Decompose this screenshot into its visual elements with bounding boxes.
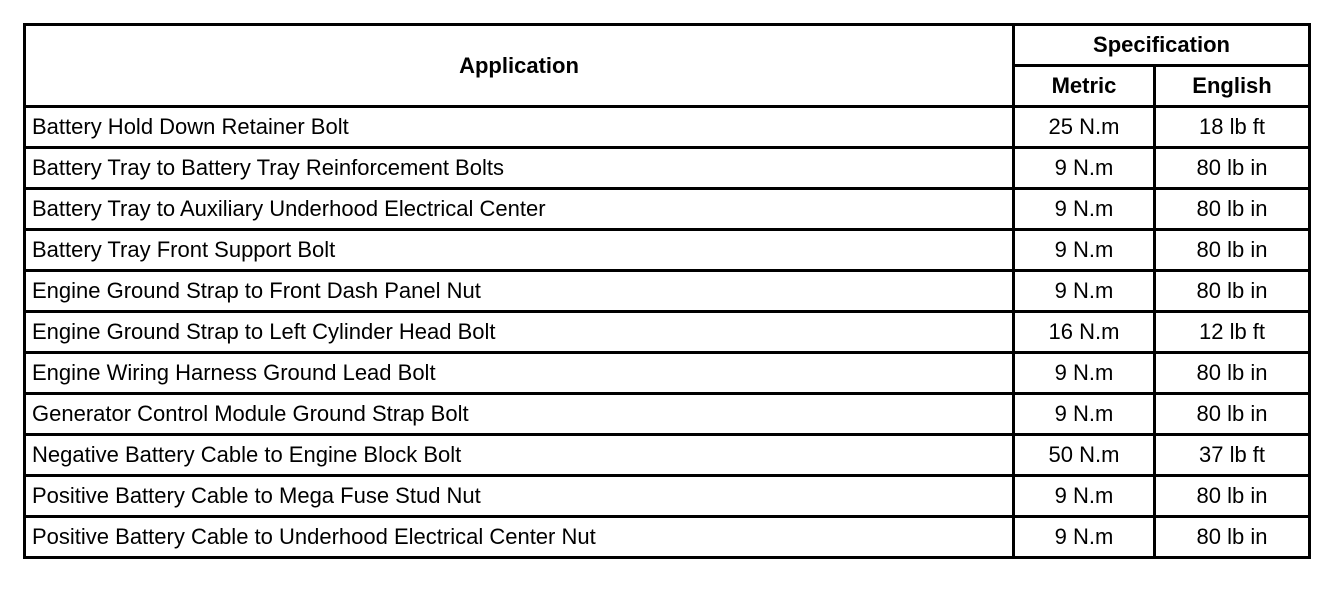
table-row (25, 353, 1310, 394)
table-row (25, 394, 1310, 435)
application-cell: Positive Battery Cable to Underhood Electrical Center Nut (25, 517, 1014, 558)
application-cell: Battery Tray Front Support Bolt (25, 230, 1014, 271)
application-header: Application (25, 25, 1014, 107)
metric-cell: 9 N.m (1014, 271, 1155, 312)
english-cell: 37 lb ft (1155, 435, 1310, 476)
english-cell: 80 lb in (1155, 517, 1310, 558)
table-row (25, 435, 1310, 476)
english-header: English (1155, 66, 1310, 107)
table-header (25, 25, 1310, 107)
application-cell: Battery Tray to Battery Tray Reinforcement Bolts (25, 148, 1014, 189)
metric-header: Metric (1014, 66, 1155, 107)
application-cell: Generator Control Module Ground Strap Bolt (25, 394, 1014, 435)
application-cell: Negative Battery Cable to Engine Block Bolt (25, 435, 1014, 476)
metric-cell: 9 N.m (1014, 230, 1155, 271)
torque-spec-table (23, 23, 1311, 559)
table-row (25, 271, 1310, 312)
table-row (25, 107, 1310, 148)
metric-cell: 50 N.m (1014, 435, 1155, 476)
table-row (25, 476, 1310, 517)
metric-cell: 9 N.m (1014, 148, 1155, 189)
metric-cell: 9 N.m (1014, 394, 1155, 435)
application-cell: Engine Wiring Harness Ground Lead Bolt (25, 353, 1014, 394)
metric-cell: 9 N.m (1014, 517, 1155, 558)
metric-cell: 9 N.m (1014, 476, 1155, 517)
table-row (25, 230, 1310, 271)
english-cell: 80 lb in (1155, 189, 1310, 230)
metric-cell: 16 N.m (1014, 312, 1155, 353)
specification-header: Specification (1014, 25, 1310, 66)
metric-cell: 9 N.m (1014, 189, 1155, 230)
application-cell: Engine Ground Strap to Front Dash Panel Nut (25, 271, 1014, 312)
table-row (25, 189, 1310, 230)
metric-cell: 9 N.m (1014, 353, 1155, 394)
application-cell: Battery Tray to Auxiliary Underhood Electrical Center (25, 189, 1014, 230)
metric-cell: 25 N.m (1014, 107, 1155, 148)
english-cell: 80 lb in (1155, 230, 1310, 271)
application-cell: Engine Ground Strap to Left Cylinder Head Bolt (25, 312, 1014, 353)
header-row-top (25, 25, 1310, 66)
table-body (25, 107, 1310, 558)
application-cell: Positive Battery Cable to Mega Fuse Stud Nut (25, 476, 1014, 517)
english-cell: 80 lb in (1155, 271, 1310, 312)
application-cell: Battery Hold Down Retainer Bolt (25, 107, 1014, 148)
english-cell: 80 lb in (1155, 476, 1310, 517)
table-row (25, 517, 1310, 558)
english-cell: 80 lb in (1155, 148, 1310, 189)
english-cell: 80 lb in (1155, 394, 1310, 435)
english-cell: 80 lb in (1155, 353, 1310, 394)
table-row (25, 148, 1310, 189)
table-row (25, 312, 1310, 353)
english-cell: 12 lb ft (1155, 312, 1310, 353)
english-cell: 18 lb ft (1155, 107, 1310, 148)
